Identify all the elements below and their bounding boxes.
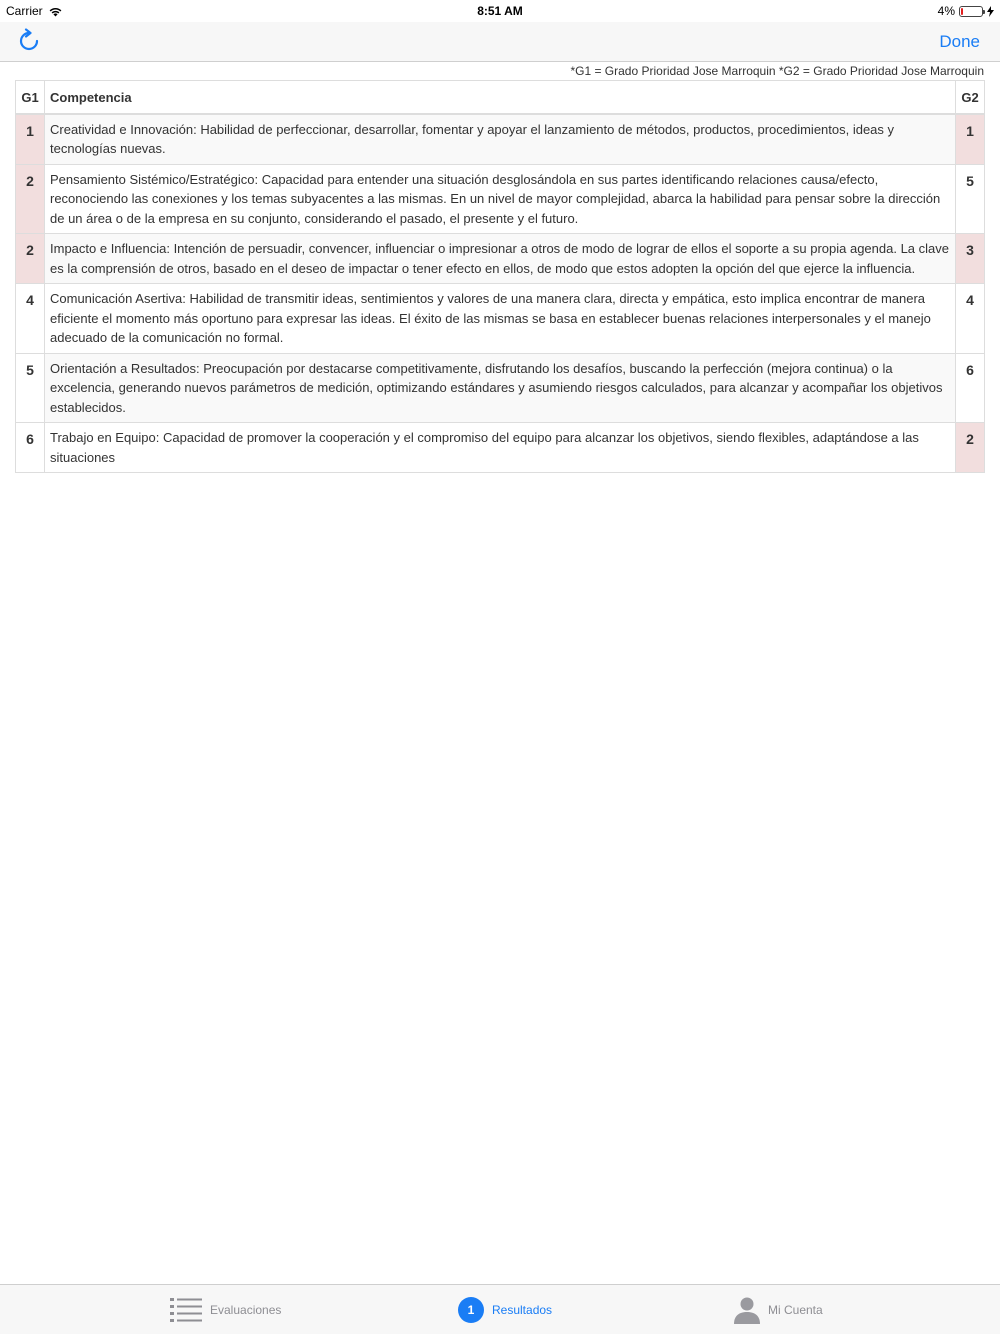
badge-icon: 1 xyxy=(458,1297,484,1323)
table-row xyxy=(16,284,985,354)
tab-bar xyxy=(0,1284,1000,1334)
battery-percent: 4% xyxy=(938,4,955,18)
tab-resultados[interactable] xyxy=(458,1285,552,1335)
cell-competencia: Creatividad e Innovación: Habilidad de perfeccionar, desarrollar, fomentar y apoyar el lanzamiento de métodos, productos, procedimientos, ideas y tecnologías nuevas. xyxy=(45,114,956,165)
tab-evaluaciones-label: Evaluaciones xyxy=(210,1303,281,1317)
legend-note: *G1 = Grado Prioridad Jose Marroquin *G2 = Grado Prioridad Jose Marroquin xyxy=(570,64,984,78)
cell-g2: 1 xyxy=(956,114,985,165)
carrier-label: Carrier xyxy=(6,4,43,18)
status-time: 8:51 AM xyxy=(0,4,1000,18)
cell-g2: 6 xyxy=(956,353,985,423)
cell-g1: 4 xyxy=(16,284,45,354)
navigation-bar xyxy=(0,22,1000,62)
cell-competencia: Comunicación Asertiva: Habilidad de transmitir ideas, sentimientos y valores de una manera clara, directa y empática, esto implica encontrar de manera eficiente el momento más oportuno para expresar las ideas. El éxito de las mismas se basa en establecer buenas relaciones interpersonales y el manejo adecuado de la comunicación no formal. xyxy=(45,284,956,354)
battery-icon xyxy=(959,6,983,17)
cell-competencia: Impacto e Influencia: Intención de persuadir, convencer, influenciar o impresionar a otros de modo de lograr de ellos el soporte a su propia agenda. La clave es la comprensión de otros, basado en el deseo de impactar o tener efecto en ellos, de modo que estos adopten la opción del que ejerce la influencia. xyxy=(45,234,956,284)
cell-g1: 1 xyxy=(16,114,45,165)
cell-g1: 5 xyxy=(16,353,45,423)
tab-mi-cuenta-label: Mi Cuenta xyxy=(768,1303,823,1317)
cell-competencia: Trabajo en Equipo: Capacidad de promover la cooperación y el compromiso del equipo para alcanzar los objetivos, siendo flexibles, adaptándose a las situaciones xyxy=(45,423,956,473)
cell-competencia: Pensamiento Sistémico/Estratégico: Capacidad para entender una situación desglosándola en sus partes identificando relaciones causa/efecto, reconociendo las conexiones y los temas subyacentes a las mismas. En un nivel de mayor complejidad, abarca la habilidad para pensar sobre la dirección de un área o de la empresa en su conjunto, considerando el pasado, el presente y el futuro. xyxy=(45,164,956,234)
cell-g2: 3 xyxy=(956,234,985,284)
header-g2: G2 xyxy=(956,81,985,114)
tab-resultados-label: Resultados xyxy=(492,1303,552,1317)
cell-g2: 4 xyxy=(956,284,985,354)
cell-g1: 2 xyxy=(16,234,45,284)
cell-competencia: Orientación a Resultados: Preocupación por destacarse competitivamente, disfrutando los desafíos, buscando la perfección (mejora continua) o la excelencia, generando nuevos parámetros de medición, optimizando estándares y asumiendo riesgos calculados, para alcanzar y acompañar los objetivos establecidos. xyxy=(45,353,956,423)
header-g1: G1 xyxy=(16,81,45,114)
status-battery-group xyxy=(938,4,994,18)
table-row xyxy=(16,164,985,234)
list-icon xyxy=(170,1296,202,1324)
competencias-table xyxy=(15,80,985,473)
tab-evaluaciones[interactable] xyxy=(170,1285,281,1335)
charging-icon xyxy=(987,6,994,17)
table-row xyxy=(16,423,985,473)
status-bar xyxy=(0,0,1000,22)
cell-g2: 2 xyxy=(956,423,985,473)
table-body xyxy=(16,114,985,473)
table-row xyxy=(16,353,985,423)
cell-g2: 5 xyxy=(956,164,985,234)
cell-g1: 6 xyxy=(16,423,45,473)
table-header-row xyxy=(16,81,985,114)
user-icon xyxy=(734,1296,760,1324)
table-row xyxy=(16,114,985,165)
done-button[interactable]: Done xyxy=(939,32,980,52)
table-row xyxy=(16,234,985,284)
competencias-table-wrap xyxy=(15,80,985,473)
cell-g1: 2 xyxy=(16,164,45,234)
refresh-icon[interactable] xyxy=(16,28,42,54)
header-competencia: Competencia xyxy=(45,81,956,114)
tab-mi-cuenta[interactable] xyxy=(734,1285,823,1335)
